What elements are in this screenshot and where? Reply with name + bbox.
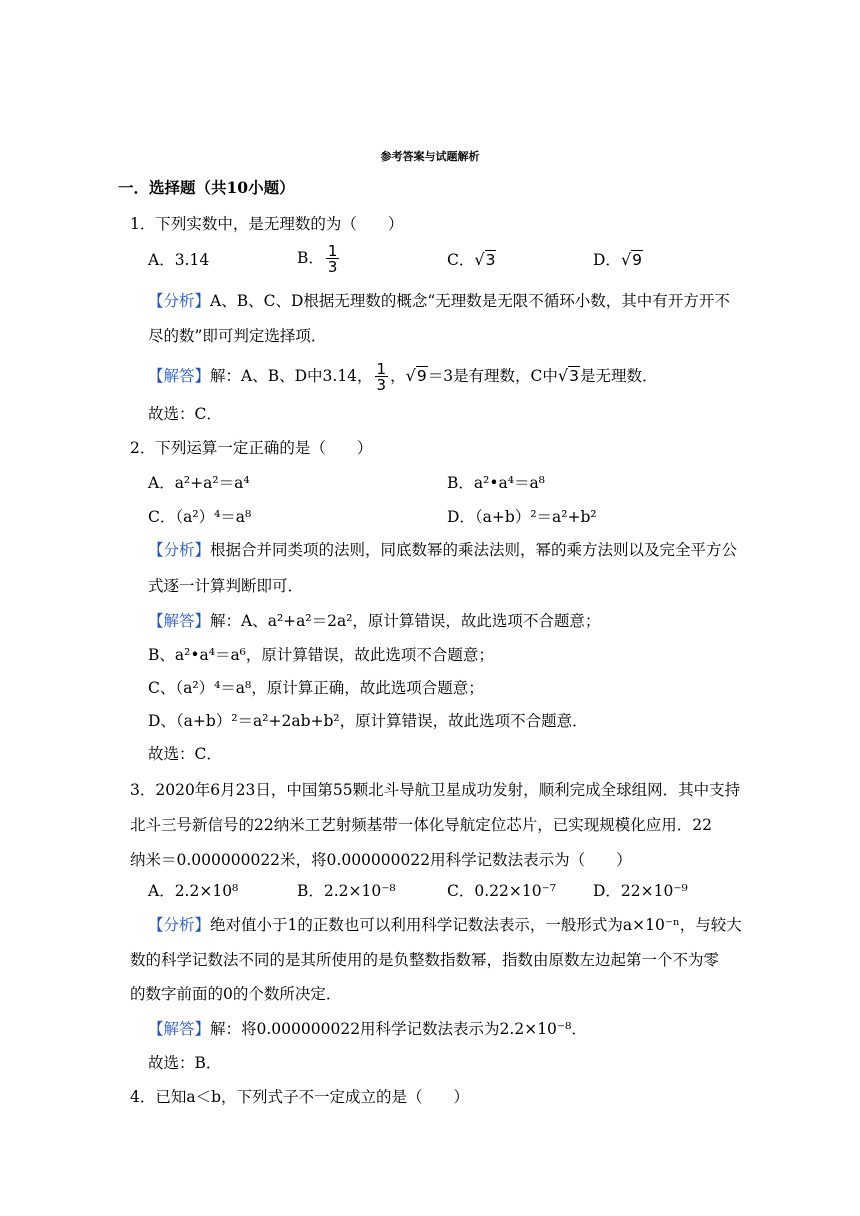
q3-choose: 故选：B．: [148, 1054, 222, 1072]
q2-stem: 2．下列运算一定正确的是（ ）: [130, 439, 373, 457]
q3-stem-line2: 北斗三号新信号的22纳米工艺射频基带一体化导航定位芯片，已实现规模化应用．22: [130, 816, 712, 834]
q1-option-c-label: C．: [447, 251, 475, 269]
q3-option-d: D．22×10⁻⁹: [593, 882, 688, 900]
q3-stem-line1: 3．2020年6月23日，中国第55颗北斗导航卫星成功发射，顺利完成全球组网．其中支持: [130, 781, 741, 799]
q1-analysis-text: A、B、C、D根据无理数的概念“无理数是无限不循环小数，其中有开方开不: [210, 292, 730, 310]
analysis-tag: 【分析】: [148, 292, 211, 310]
answer-tag: 【解答】: [148, 1020, 211, 1038]
q3-option-b: B．2.2×10⁻⁸: [297, 882, 396, 900]
q2-option-d: D．（a+b）²＝a²+b²: [447, 508, 597, 526]
q1-answer-text: 是无理数．: [580, 367, 658, 385]
q3-analysis-line2: 数的科学记数法不同的是其所使用的是负整数指数幂，指数由原数左边起第一个不为零: [130, 951, 720, 969]
radical-sign-icon: √: [620, 250, 632, 269]
q2-answer-text: 解：A、a²+a²＝2a²，原计算错误，故此选项不合题意；: [210, 612, 601, 630]
q1-option-c: [447, 249, 496, 271]
q4-stem: 4．已知a＜b，下列式子不一定成立的是（ ）: [130, 1088, 470, 1106]
radicand: 3: [485, 251, 496, 269]
q2-analysis-text: 根据合并同类项的法则，同底数幂的乘法法则，幂的乘方法则以及完全平方公: [210, 541, 738, 559]
q1-analysis-line2: 尽的数”即可判定选择项．: [148, 327, 327, 345]
q1-option-b: [297, 244, 341, 274]
q1-option-d: [593, 249, 643, 271]
q1-analysis-line1: [148, 290, 730, 312]
q1-option-d-label: D．: [593, 251, 621, 269]
q2-option-c: C．（a²）⁴＝a⁸: [148, 508, 252, 526]
radicand: 3: [569, 367, 579, 385]
q2-analysis-line1: [148, 539, 737, 561]
q1-option-a: A．3.14: [148, 251, 210, 269]
q3-analysis-line3: 的数字前面的0的个数所决定．: [130, 985, 342, 1003]
answer-tag: 【解答】: [148, 612, 211, 630]
q2-answer-line2: B、a²•a⁴＝a⁶，原计算错误，故此选项不合题意；: [148, 646, 494, 664]
q2-answer-line3: C、（a²）⁴＝a⁸，原计算正确，故此选项合题意；: [148, 679, 484, 697]
radicand: 9: [416, 367, 427, 385]
analysis-tag: 【分析】: [148, 916, 211, 934]
fraction-denominator: 3: [376, 376, 387, 394]
fraction-numerator: 1: [376, 360, 387, 378]
q3-option-a: A．2.2×10⁸: [148, 882, 239, 900]
page-title: 参考答案与试题解析: [380, 150, 480, 163]
q1-answer-fraction: [375, 362, 389, 392]
q1-option-b-fraction: [326, 244, 340, 274]
q1-answer: [148, 362, 658, 392]
q3-analysis-line1: [148, 914, 742, 936]
q3-answer-text: 解：将0.000000022用科学记数法表示为2.2×10⁻⁸．: [210, 1020, 587, 1038]
q3-option-c: C．0.22×10⁻⁷: [447, 882, 556, 900]
radical-sign-icon: √: [405, 366, 416, 385]
q2-option-a: A．a²+a²＝a⁴: [148, 474, 250, 492]
q2-option-b: B．a²•a⁴＝a⁸: [447, 474, 545, 492]
q3-answer: [148, 1018, 587, 1040]
q1-answer-text: 解：A、B、D中3.14，: [210, 367, 373, 385]
q2-answer-line1: [148, 610, 600, 632]
fraction-numerator: 1: [327, 242, 338, 260]
radical-sign-icon: √: [557, 366, 569, 385]
radical-sign-icon: √: [474, 250, 485, 269]
radicand: 9: [632, 251, 643, 269]
q2-analysis-line2: 式逐一计算判断即可．: [148, 577, 304, 595]
section-heading: 一．选择题（共10小题）: [118, 178, 295, 197]
fraction-denominator: 3: [327, 258, 338, 276]
q2-answer-line4: D、（a+b）²＝a²+2ab+b²，原计算错误，故此选项不合题意．: [148, 712, 588, 730]
q2-choose: 故选：C．: [148, 745, 222, 763]
answer-tag: 【解答】: [148, 367, 211, 385]
analysis-tag: 【分析】: [148, 541, 211, 559]
q1-stem: 1．下列实数中，是无理数的为（ ）: [130, 215, 404, 233]
q1-answer-text: ，: [390, 367, 406, 385]
q1-choose: 故选：C．: [148, 405, 222, 423]
q1-answer-text: ＝3是有理数，C中: [427, 367, 558, 385]
q3-stem-line3: 纳米＝0.000000022米，将0.000000022用科学记数法表示为（ ）: [130, 851, 632, 869]
q1-option-b-label: B．: [297, 249, 324, 267]
q3-analysis-text: 绝对值小于1的正数也可以利用科学记数法表示，一般形式为a×10⁻ⁿ，与较大: [210, 916, 742, 934]
